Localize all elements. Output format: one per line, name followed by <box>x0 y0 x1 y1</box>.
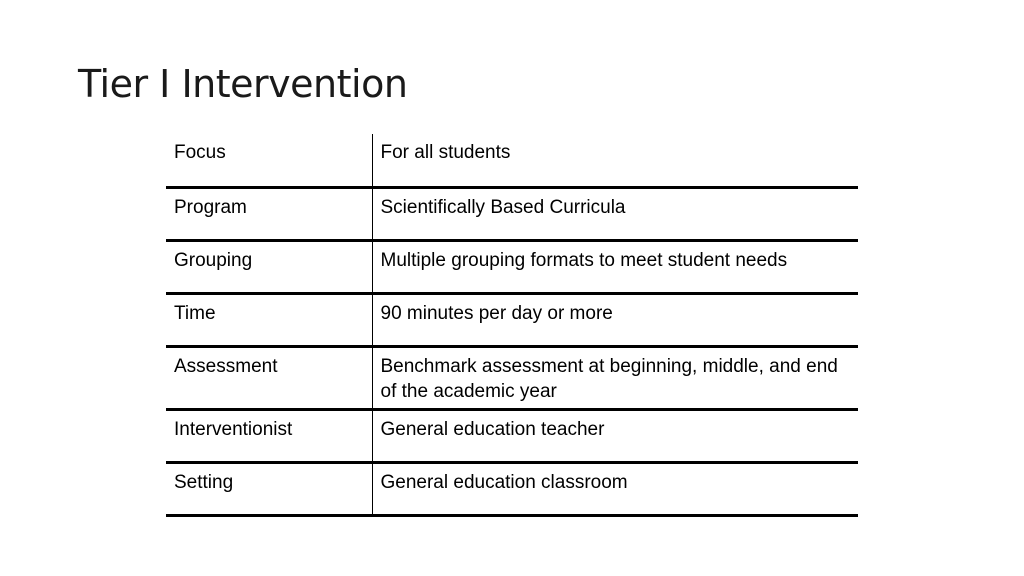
row-label: Program <box>166 187 372 240</box>
row-label: Grouping <box>166 240 372 293</box>
row-label: Setting <box>166 462 372 515</box>
table-row <box>166 409 858 462</box>
row-value: For all students <box>372 134 858 187</box>
row-value: 90 minutes per day or more <box>372 293 858 346</box>
row-value: General education classroom <box>372 462 858 515</box>
row-label: Time <box>166 293 372 346</box>
row-label: Focus <box>166 134 372 187</box>
table-row <box>166 187 858 240</box>
row-value: Benchmark assessment at beginning, middle, and end of the academic year <box>372 346 858 409</box>
row-value: General education teacher <box>372 409 858 462</box>
table-row <box>166 346 858 409</box>
table-row <box>166 462 858 515</box>
row-label: Interventionist <box>166 409 372 462</box>
table-row <box>166 240 858 293</box>
row-label: Assessment <box>166 346 372 409</box>
row-value: Scientifically Based Curricula <box>372 187 858 240</box>
table-row <box>166 293 858 346</box>
table-row <box>166 134 858 187</box>
tier-one-table <box>166 134 858 517</box>
row-value: Multiple grouping formats to meet student needs <box>372 240 858 293</box>
slide-title: Tier I Intervention <box>78 62 408 106</box>
